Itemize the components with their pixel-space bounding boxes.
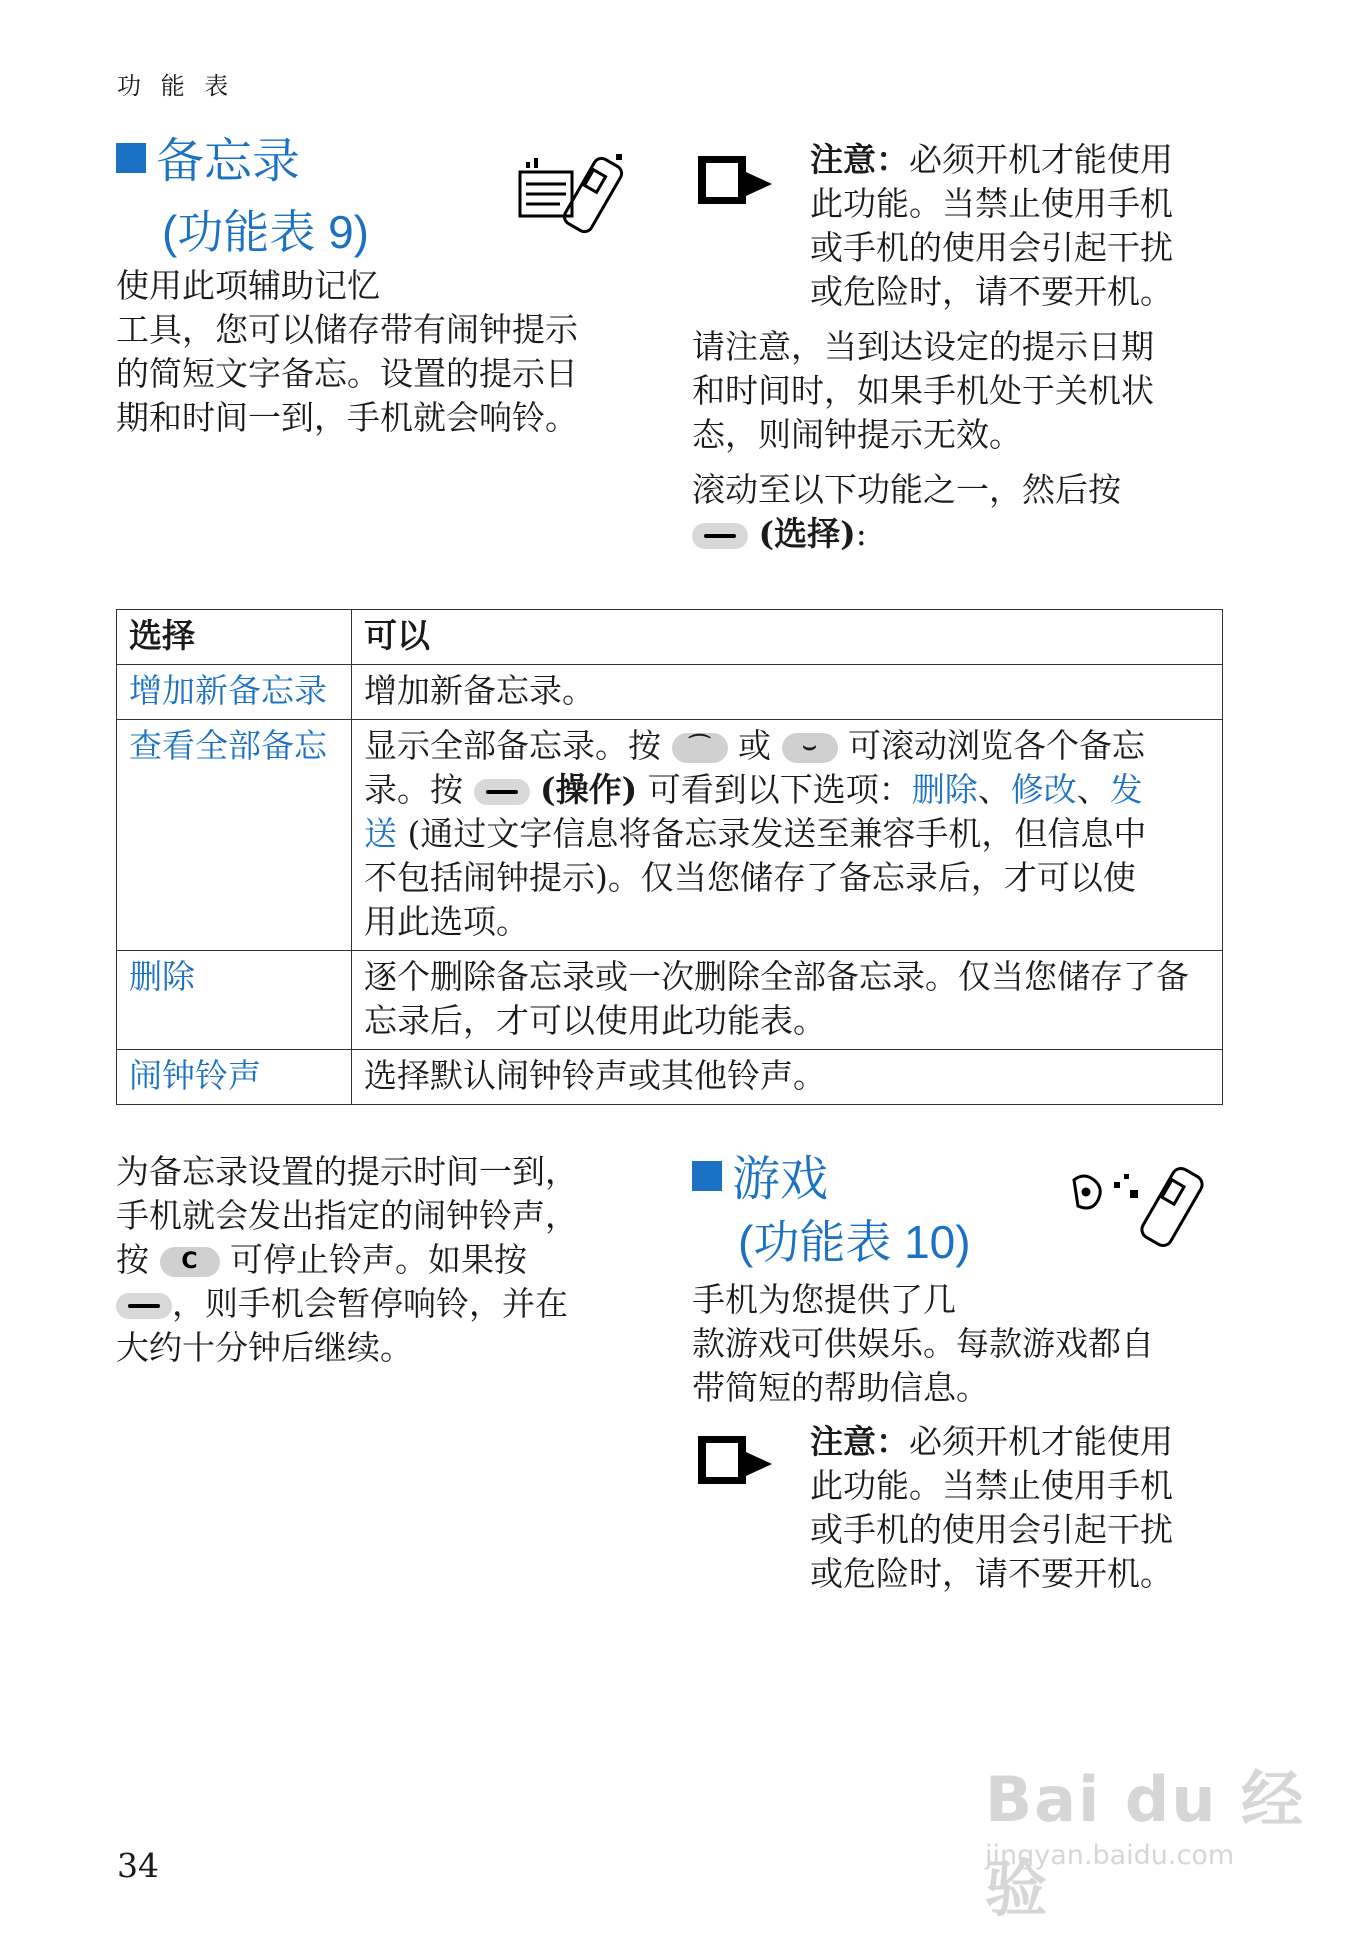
table-option: 闹钟铃声	[117, 1050, 352, 1105]
games-phone-icon	[1068, 1160, 1218, 1250]
desc-text: 用此选项。	[364, 902, 529, 941]
memo-intro-line: 使用此项辅助记忆	[116, 266, 380, 305]
memo-title-text: 备忘录	[156, 135, 301, 188]
para-text: 可停止铃声。如果按	[230, 1240, 527, 1279]
desc-text: 录。按	[364, 770, 463, 809]
desc-text: 、	[977, 770, 1011, 809]
watermark-brand: Bai du 经验	[985, 1763, 1306, 1925]
desc-text: 或	[738, 726, 771, 765]
running-head: 功 能 表	[117, 72, 235, 100]
games-title-text: 游戏	[732, 1153, 829, 1206]
table-desc: 选择默认闹钟铃声或其他铃声。	[352, 1050, 1223, 1105]
select-key-icon	[474, 779, 530, 805]
memo-options-table	[116, 609, 1223, 1105]
option-link: 修改	[1010, 770, 1077, 809]
clear-key-icon: C	[160, 1247, 220, 1277]
memo-intro-line: 工具，您可以储存带有闹钟提示	[116, 310, 578, 349]
memo-para3	[692, 468, 1121, 556]
table-header-row	[117, 610, 1223, 665]
memo-section-title	[116, 134, 300, 190]
table-header: 选择	[117, 610, 352, 665]
desc-text: 显示全部备忘录。按	[364, 726, 661, 765]
note-line: 必须开机才能使用	[909, 140, 1173, 179]
games-section-title	[692, 1152, 828, 1208]
table-row	[117, 1050, 1223, 1105]
desc-text: (操作)	[540, 770, 638, 809]
table-row	[117, 720, 1223, 951]
desc-text: 不包括闹钟提示)。仅当您储存了备忘录后，才可以使	[364, 858, 1136, 897]
scroll-down-key-icon: ⌣	[782, 733, 838, 763]
games-note	[810, 1420, 1173, 1596]
note-line: 或手机的使用会引起干扰	[810, 1510, 1173, 1549]
note-label: 注意：	[810, 1422, 909, 1461]
note-icon	[692, 150, 776, 210]
table-row	[117, 665, 1223, 720]
table-desc: 增加新备忘录。	[352, 665, 1223, 720]
memo-intro	[116, 264, 578, 440]
colon: :	[855, 514, 867, 553]
memo-phone-icon	[516, 150, 646, 240]
para-line: 滚动至以下功能之一，然后按	[692, 470, 1121, 509]
select-key-icon	[692, 523, 748, 549]
note-line: 或手机的使用会引起干扰	[810, 228, 1173, 267]
section-square-icon	[116, 143, 146, 173]
select-key-icon	[116, 1293, 172, 1319]
desc-text: 、	[1076, 770, 1110, 809]
para-line: 为备忘录设置的提示时间一到，	[116, 1152, 578, 1191]
table-option: 增加新备忘录	[117, 665, 352, 720]
memo-intro-line: 的简短文字备忘。设置的提示日	[116, 354, 578, 393]
table-header: 可以	[352, 610, 1223, 665]
games-intro-line: 手机为您提供了几	[692, 1280, 956, 1319]
para-text: ，则手机会暂停响铃，并在	[172, 1284, 568, 1323]
games-intro-line: 款游戏可供娱乐。每款游戏都自	[692, 1324, 1154, 1363]
desc-text: 可看到以下选项：	[647, 770, 912, 809]
table-row	[117, 951, 1223, 1050]
watermark-url: jingyan.baidu.com	[985, 1840, 1235, 1871]
note-icon	[692, 1430, 776, 1490]
para-line: 大约十分钟后继续。	[116, 1328, 413, 1367]
note-line: 此功能。当禁止使用手机	[810, 1466, 1173, 1505]
games-subtitle: (功能表 10)	[738, 1216, 971, 1268]
table-desc: 逐个删除备忘录或一次删除全部备忘录。仅当您储存了备忘录后，才可以使用此功能表。	[352, 951, 1223, 1050]
option-link: 删除	[911, 770, 978, 809]
para-line: 请注意，当到达设定的提示日期	[692, 327, 1154, 366]
page-number: 34	[117, 1846, 159, 1885]
alarm-para	[116, 1150, 578, 1370]
section-square-icon	[692, 1161, 722, 1191]
games-intro	[692, 1278, 1154, 1410]
para-line: 态，则闹钟提示无效。	[692, 415, 1022, 454]
memo-note	[810, 138, 1173, 314]
select-label: (选择)	[758, 514, 856, 553]
note-label: 注意：	[810, 140, 909, 179]
table-desc	[352, 720, 1223, 951]
option-link: 发	[1109, 770, 1143, 809]
desc-text: (通过文字信息将备忘录发送至兼容手机，但信息中	[407, 814, 1147, 853]
scroll-up-key-icon: ⌒	[672, 733, 728, 763]
memo-subtitle: (功能表 9)	[162, 206, 369, 258]
table-option: 删除	[117, 951, 352, 1050]
note-line: 或危险时，请不要开机。	[810, 272, 1173, 311]
note-line: 必须开机才能使用	[909, 1422, 1173, 1461]
memo-intro-line: 期和时间一到，手机就会响铃。	[116, 398, 578, 437]
para-line: 和时间时，如果手机处于关机状	[692, 371, 1154, 410]
games-intro-line: 带简短的帮助信息。	[692, 1368, 989, 1407]
note-line: 此功能。当禁止使用手机	[810, 184, 1173, 223]
para-text: 按	[116, 1240, 149, 1279]
para-line: 手机就会发出指定的闹钟铃声，	[116, 1196, 578, 1235]
table-option: 查看全部备忘	[117, 720, 352, 951]
desc-text: 可滚动浏览各个备忘	[848, 726, 1145, 765]
note-line: 或危险时，请不要开机。	[810, 1554, 1173, 1593]
option-link: 送	[364, 814, 397, 853]
memo-para2	[692, 325, 1154, 457]
